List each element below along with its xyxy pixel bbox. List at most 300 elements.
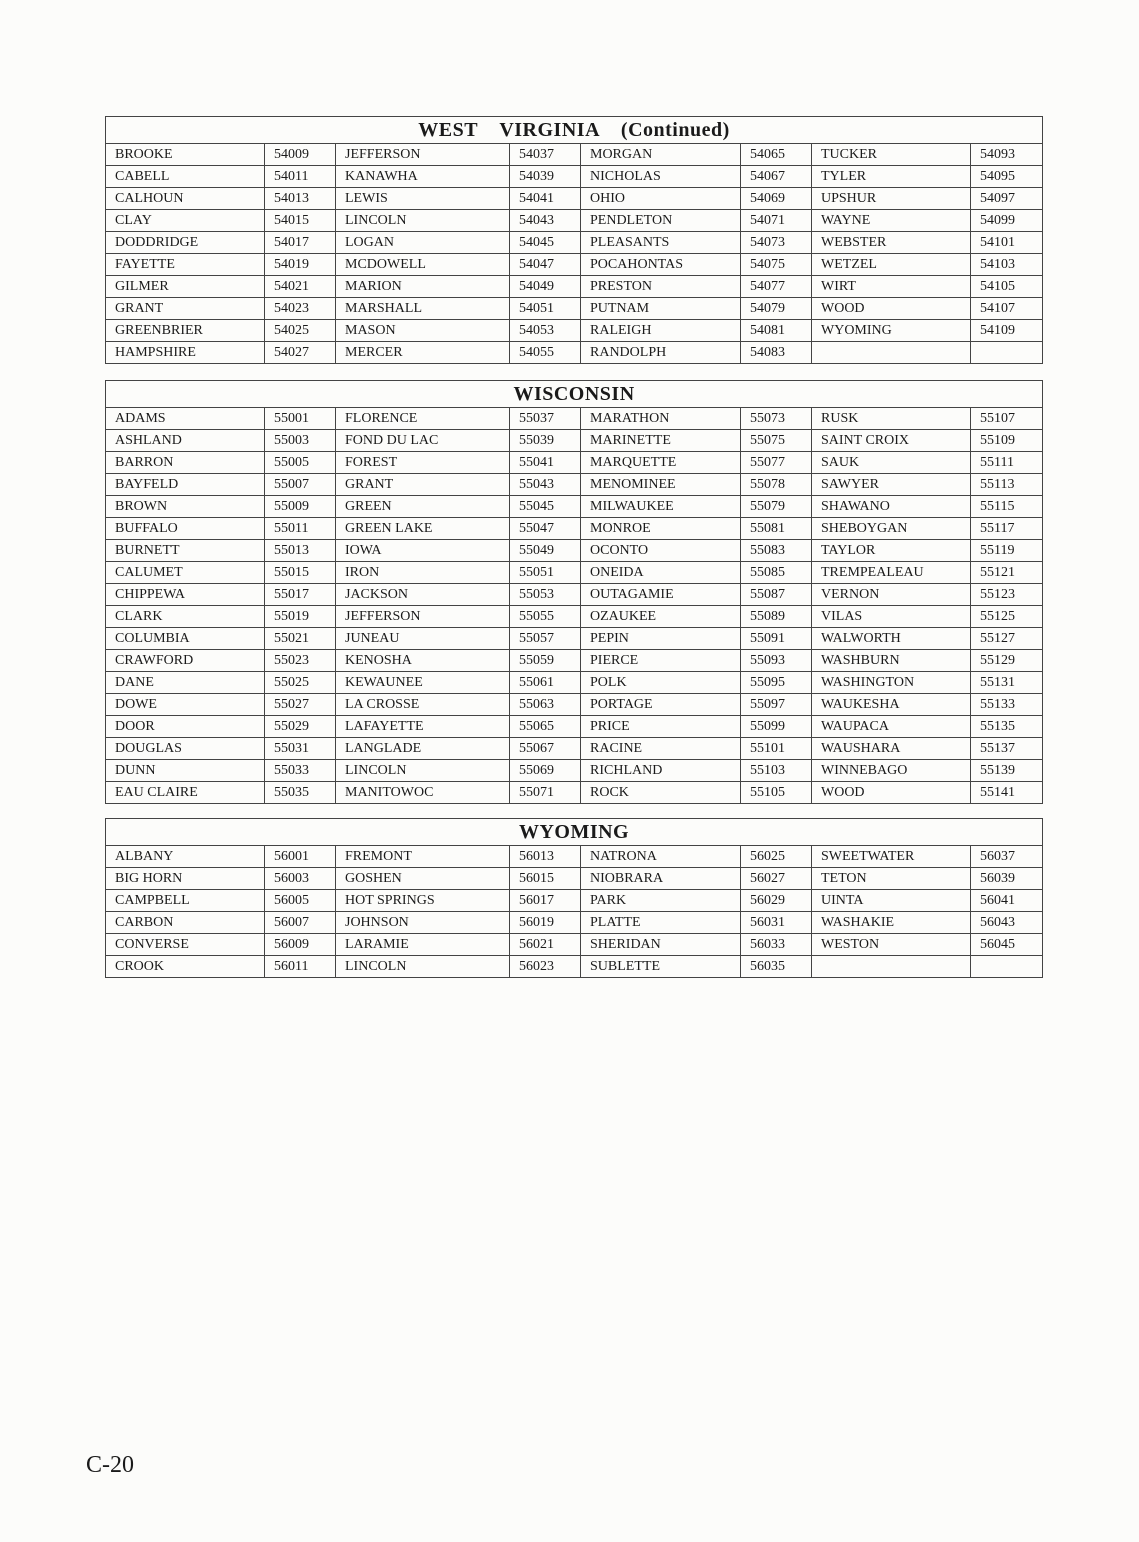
county-name-cell: WALWORTH — [812, 628, 971, 650]
county-name-cell: FREMONT — [336, 846, 510, 868]
fips-code-cell: 55073 — [741, 408, 812, 430]
fips-code-cell: 54093 — [971, 144, 1043, 166]
fips-code-cell: 55019 — [265, 606, 336, 628]
county-name-cell: CAMPBELL — [106, 890, 265, 912]
table-row — [106, 782, 1043, 804]
county-name-cell: MORGAN — [581, 144, 741, 166]
county-name-cell: WYOMING — [812, 320, 971, 342]
county-name-cell: JEFFERSON — [336, 606, 510, 628]
county-name-cell: WAUSHARA — [812, 738, 971, 760]
fips-code-cell: 55071 — [510, 782, 581, 804]
fips-code-cell: 54067 — [741, 166, 812, 188]
fips-code-cell: 55021 — [265, 628, 336, 650]
county-name-cell: UINTA — [812, 890, 971, 912]
fips-code-cell: 55047 — [510, 518, 581, 540]
fips-code-cell: 55105 — [741, 782, 812, 804]
county-name-cell: PENDLETON — [581, 210, 741, 232]
county-name-cell: MILWAUKEE — [581, 496, 741, 518]
table-row — [106, 518, 1043, 540]
county-name-cell: BARRON — [106, 452, 265, 474]
table-row — [106, 650, 1043, 672]
fips-code-cell: 56011 — [265, 956, 336, 978]
county-name-cell: GILMER — [106, 276, 265, 298]
fips-code-cell: 55099 — [741, 716, 812, 738]
county-name-cell: GOSHEN — [336, 868, 510, 890]
county-name-cell: WOOD — [812, 782, 971, 804]
county-name-cell: BAYFELD — [106, 474, 265, 496]
fips-code-cell: 54073 — [741, 232, 812, 254]
fips-code-cell: 54041 — [510, 188, 581, 210]
county-name-cell: LA CROSSE — [336, 694, 510, 716]
county-name-cell: WETZEL — [812, 254, 971, 276]
fips-code-cell: 56037 — [971, 846, 1043, 868]
county-name-cell: JUNEAU — [336, 628, 510, 650]
fips-code-cell: 56009 — [265, 934, 336, 956]
county-name-cell: WIRT — [812, 276, 971, 298]
county-name-cell: GRANT — [336, 474, 510, 496]
table-row — [106, 694, 1043, 716]
fips-code-cell: 56013 — [510, 846, 581, 868]
fips-code-cell: 54053 — [510, 320, 581, 342]
table-row — [106, 606, 1043, 628]
fips-code-cell: 54049 — [510, 276, 581, 298]
fips-code-cell: 54101 — [971, 232, 1043, 254]
county-name-cell: TAYLOR — [812, 540, 971, 562]
fips-code-cell: 55033 — [265, 760, 336, 782]
county-name-cell: WESTON — [812, 934, 971, 956]
county-name-cell: DOWE — [106, 694, 265, 716]
county-name-cell: PLATTE — [581, 912, 741, 934]
fips-code-cell: 55133 — [971, 694, 1043, 716]
county-name-cell: RACINE — [581, 738, 741, 760]
fips-code-cell: 55141 — [971, 782, 1043, 804]
fips-code-cell: 55065 — [510, 716, 581, 738]
fips-code-cell: 55041 — [510, 452, 581, 474]
fips-code-cell: 54109 — [971, 320, 1043, 342]
county-name-cell: KEWAUNEE — [336, 672, 510, 694]
county-name-cell: NICHOLAS — [581, 166, 741, 188]
fips-code-cell: 54105 — [971, 276, 1043, 298]
table-row — [106, 562, 1043, 584]
fips-code-cell: 55077 — [741, 452, 812, 474]
county-name-cell: SHEBOYGAN — [812, 518, 971, 540]
county-name-cell: TYLER — [812, 166, 971, 188]
fips-code-cell: 55115 — [971, 496, 1043, 518]
county-name-cell: CARBON — [106, 912, 265, 934]
county-name-cell: MASON — [336, 320, 510, 342]
county-name-cell: ADAMS — [106, 408, 265, 430]
county-name-cell: WAUPACA — [812, 716, 971, 738]
county-name-cell: FAYETTE — [106, 254, 265, 276]
table-title: WISCONSIN — [106, 381, 1043, 408]
fips-code-cell: 55093 — [741, 650, 812, 672]
county-name-cell: ROCK — [581, 782, 741, 804]
fips-code-cell: 55083 — [741, 540, 812, 562]
county-name-cell: SAINT CROIX — [812, 430, 971, 452]
table-row — [106, 254, 1043, 276]
county-name-cell: LINCOLN — [336, 210, 510, 232]
county-name-cell: OHIO — [581, 188, 741, 210]
fips-code-cell: 55007 — [265, 474, 336, 496]
table-row — [106, 452, 1043, 474]
county-name-cell: BUFFALO — [106, 518, 265, 540]
fips-code-cell: 55081 — [741, 518, 812, 540]
table-row — [106, 540, 1043, 562]
fips-code-cell: 54103 — [971, 254, 1043, 276]
fips-code-cell: 54043 — [510, 210, 581, 232]
county-name-cell: PLEASANTS — [581, 232, 741, 254]
fips-code-cell: 54099 — [971, 210, 1043, 232]
fips-code-cell: 54025 — [265, 320, 336, 342]
county-name-cell: EAU CLAIRE — [106, 782, 265, 804]
fips-code-cell: 54027 — [265, 342, 336, 364]
county-name-cell: KENOSHA — [336, 650, 510, 672]
county-name-cell: SHERIDAN — [581, 934, 741, 956]
table-row — [106, 188, 1043, 210]
fips-code-cell: 54083 — [741, 342, 812, 364]
fips-code-cell: 55087 — [741, 584, 812, 606]
county-name-cell: ONEIDA — [581, 562, 741, 584]
fips-code-cell: 55111 — [971, 452, 1043, 474]
fips-code-cell: 55001 — [265, 408, 336, 430]
county-name-cell: TETON — [812, 868, 971, 890]
county-name-cell: CALUMET — [106, 562, 265, 584]
fips-code-cell: 54079 — [741, 298, 812, 320]
fips-code-cell: 54013 — [265, 188, 336, 210]
county-name-cell: LARAMIE — [336, 934, 510, 956]
fips-code-cell: 54065 — [741, 144, 812, 166]
county-name-cell: HOT SPRINGS — [336, 890, 510, 912]
fips-code-cell: 55139 — [971, 760, 1043, 782]
table-row — [106, 320, 1043, 342]
table-title: WYOMING — [106, 819, 1043, 846]
county-name-cell: BROWN — [106, 496, 265, 518]
table-body — [106, 846, 1043, 978]
county-name-cell: WAYNE — [812, 210, 971, 232]
table-row — [106, 474, 1043, 496]
county-name-cell: PUTNAM — [581, 298, 741, 320]
county-name-cell: ALBANY — [106, 846, 265, 868]
table-row — [106, 276, 1043, 298]
fips-code-cell: 55031 — [265, 738, 336, 760]
fips-code-cell: 55053 — [510, 584, 581, 606]
fips-code-cell: 55061 — [510, 672, 581, 694]
table-row — [106, 298, 1043, 320]
county-name-cell: WEBSTER — [812, 232, 971, 254]
county-name-cell: GRANT — [106, 298, 265, 320]
county-name-cell: PARK — [581, 890, 741, 912]
county-name-cell: FOND DU LAC — [336, 430, 510, 452]
county-name-cell: SHAWANO — [812, 496, 971, 518]
fips-code-cell: 55039 — [510, 430, 581, 452]
county-name-cell: RANDOLPH — [581, 342, 741, 364]
fips-code-cell: 56041 — [971, 890, 1043, 912]
fips-code-cell: 54075 — [741, 254, 812, 276]
county-name-cell: IOWA — [336, 540, 510, 562]
county-name-cell: DANE — [106, 672, 265, 694]
fips-code-cell: 55129 — [971, 650, 1043, 672]
west-virginia-table — [105, 116, 1043, 364]
fips-code-cell: 54047 — [510, 254, 581, 276]
county-name-cell: FOREST — [336, 452, 510, 474]
fips-code-cell: 54039 — [510, 166, 581, 188]
county-name-cell: SAUK — [812, 452, 971, 474]
fips-code-cell: 55029 — [265, 716, 336, 738]
county-name-cell: VILAS — [812, 606, 971, 628]
county-name-cell: GREEN LAKE — [336, 518, 510, 540]
table-row — [106, 672, 1043, 694]
table-row — [106, 890, 1043, 912]
fips-code-cell: 54071 — [741, 210, 812, 232]
fips-code-cell: 56007 — [265, 912, 336, 934]
county-name-cell: CRAWFORD — [106, 650, 265, 672]
fips-code-cell: 55025 — [265, 672, 336, 694]
county-name-cell: WASHBURN — [812, 650, 971, 672]
fips-code-cell: 55131 — [971, 672, 1043, 694]
fips-code-cell: 55055 — [510, 606, 581, 628]
fips-code-cell: 56001 — [265, 846, 336, 868]
fips-code-cell: 54015 — [265, 210, 336, 232]
fips-code-cell: 54077 — [741, 276, 812, 298]
table-row — [106, 430, 1043, 452]
wisconsin-table — [105, 380, 1043, 804]
table-row — [106, 210, 1043, 232]
fips-code-cell — [971, 956, 1043, 978]
fips-code-cell: 55005 — [265, 452, 336, 474]
county-name-cell: NIOBRARA — [581, 868, 741, 890]
fips-code-cell: 54097 — [971, 188, 1043, 210]
county-name-cell: FLORENCE — [336, 408, 510, 430]
county-name-cell: OCONTO — [581, 540, 741, 562]
county-name-cell: HAMPSHIRE — [106, 342, 265, 364]
county-name-cell: PEPIN — [581, 628, 741, 650]
fips-code-cell: 54017 — [265, 232, 336, 254]
county-name-cell: KANAWHA — [336, 166, 510, 188]
fips-code-cell: 56015 — [510, 868, 581, 890]
fips-code-cell: 56005 — [265, 890, 336, 912]
fips-code-cell: 55049 — [510, 540, 581, 562]
county-name-cell: CLARK — [106, 606, 265, 628]
fips-code-cell: 55125 — [971, 606, 1043, 628]
county-name-cell: LINCOLN — [336, 956, 510, 978]
county-name-cell: WASHAKIE — [812, 912, 971, 934]
fips-code-cell: 55011 — [265, 518, 336, 540]
fips-code-cell: 55017 — [265, 584, 336, 606]
table-row — [106, 584, 1043, 606]
fips-code-cell: 56029 — [741, 890, 812, 912]
fips-code-cell: 54095 — [971, 166, 1043, 188]
fips-code-cell: 56003 — [265, 868, 336, 890]
county-name-cell: LAFAYETTE — [336, 716, 510, 738]
county-name-cell: ASHLAND — [106, 430, 265, 452]
fips-code-cell: 55075 — [741, 430, 812, 452]
county-name-cell: OUTAGAMIE — [581, 584, 741, 606]
fips-code-cell: 55119 — [971, 540, 1043, 562]
fips-code-cell: 56043 — [971, 912, 1043, 934]
county-name-cell: CHIPPEWA — [106, 584, 265, 606]
fips-code-cell: 55013 — [265, 540, 336, 562]
fips-code-cell: 54055 — [510, 342, 581, 364]
wyoming-table — [105, 818, 1043, 978]
fips-code-cell: 54019 — [265, 254, 336, 276]
table-row — [106, 408, 1043, 430]
fips-code-cell: 55059 — [510, 650, 581, 672]
fips-code-cell: 56027 — [741, 868, 812, 890]
county-name-cell: DODDRIDGE — [106, 232, 265, 254]
fips-code-cell: 55035 — [265, 782, 336, 804]
county-name-cell: COLUMBIA — [106, 628, 265, 650]
county-name-cell: TREMPEALEAU — [812, 562, 971, 584]
county-name-cell: WINNEBAGO — [812, 760, 971, 782]
county-name-cell: UPSHUR — [812, 188, 971, 210]
county-name-cell: OZAUKEE — [581, 606, 741, 628]
county-name-cell: LANGLADE — [336, 738, 510, 760]
county-name-cell: PRICE — [581, 716, 741, 738]
fips-code-cell: 55067 — [510, 738, 581, 760]
fips-code-cell: 55051 — [510, 562, 581, 584]
county-name-cell: GREENBRIER — [106, 320, 265, 342]
fips-code-cell: 55079 — [741, 496, 812, 518]
fips-code-cell: 56017 — [510, 890, 581, 912]
fips-code-cell: 55003 — [265, 430, 336, 452]
county-name-cell: GREEN — [336, 496, 510, 518]
table-row — [106, 628, 1043, 650]
county-name-cell: MARSHALL — [336, 298, 510, 320]
table-title: WEST VIRGINIA (Continued) — [106, 117, 1043, 144]
county-name-cell: MCDOWELL — [336, 254, 510, 276]
fips-code-cell: 55097 — [741, 694, 812, 716]
page-number: C-20 — [86, 1452, 134, 1478]
fips-code-cell: 56033 — [741, 934, 812, 956]
fips-code-cell: 55089 — [741, 606, 812, 628]
fips-code-cell: 55043 — [510, 474, 581, 496]
county-name-cell: PRESTON — [581, 276, 741, 298]
county-name-cell: BURNETT — [106, 540, 265, 562]
fips-code-cell: 54011 — [265, 166, 336, 188]
fips-code-cell: 55135 — [971, 716, 1043, 738]
fips-code-cell: 55101 — [741, 738, 812, 760]
county-name-cell: VERNON — [812, 584, 971, 606]
fips-code-cell: 56021 — [510, 934, 581, 956]
county-name-cell: DOOR — [106, 716, 265, 738]
table-row — [106, 738, 1043, 760]
fips-code-cell: 54107 — [971, 298, 1043, 320]
fips-code-cell: 55095 — [741, 672, 812, 694]
fips-code-cell: 55123 — [971, 584, 1043, 606]
fips-code-cell: 56045 — [971, 934, 1043, 956]
county-name-cell: DUNN — [106, 760, 265, 782]
county-name-cell — [812, 956, 971, 978]
fips-code-cell: 55023 — [265, 650, 336, 672]
table-body — [106, 408, 1043, 804]
county-name-cell: POLK — [581, 672, 741, 694]
table-row — [106, 760, 1043, 782]
fips-code-cell: 56035 — [741, 956, 812, 978]
fips-code-cell: 55107 — [971, 408, 1043, 430]
fips-code-cell: 54045 — [510, 232, 581, 254]
fips-code-cell: 55127 — [971, 628, 1043, 650]
fips-code-cell: 54021 — [265, 276, 336, 298]
county-name-cell: NATRONA — [581, 846, 741, 868]
table-row — [106, 166, 1043, 188]
county-name-cell: LEWIS — [336, 188, 510, 210]
county-name-cell: TUCKER — [812, 144, 971, 166]
fips-code-cell: 55117 — [971, 518, 1043, 540]
fips-code-cell: 54069 — [741, 188, 812, 210]
county-name-cell: CABELL — [106, 166, 265, 188]
county-name-cell: MENOMINEE — [581, 474, 741, 496]
fips-code-cell: 55085 — [741, 562, 812, 584]
fips-code-cell: 55137 — [971, 738, 1043, 760]
fips-code-cell: 55063 — [510, 694, 581, 716]
table-body — [106, 144, 1043, 364]
fips-code-cell — [971, 342, 1043, 364]
table-row — [106, 144, 1043, 166]
county-name-cell: DOUGLAS — [106, 738, 265, 760]
county-name-cell: MARATHON — [581, 408, 741, 430]
county-name-cell: CROOK — [106, 956, 265, 978]
fips-code-cell: 55009 — [265, 496, 336, 518]
fips-code-cell: 55069 — [510, 760, 581, 782]
fips-code-cell: 56019 — [510, 912, 581, 934]
fips-code-cell: 56023 — [510, 956, 581, 978]
county-name-cell: PORTAGE — [581, 694, 741, 716]
fips-code-cell: 54009 — [265, 144, 336, 166]
county-name-cell: MANITOWOC — [336, 782, 510, 804]
county-name-cell: WOOD — [812, 298, 971, 320]
county-name-cell: LINCOLN — [336, 760, 510, 782]
county-name-cell: MARION — [336, 276, 510, 298]
county-name-cell: MONROE — [581, 518, 741, 540]
county-name-cell: BROOKE — [106, 144, 265, 166]
county-name-cell: PIERCE — [581, 650, 741, 672]
fips-code-cell: 56039 — [971, 868, 1043, 890]
fips-code-cell: 55027 — [265, 694, 336, 716]
fips-code-cell: 55078 — [741, 474, 812, 496]
fips-code-cell: 55121 — [971, 562, 1043, 584]
county-name-cell: JEFFERSON — [336, 144, 510, 166]
fips-code-cell: 55037 — [510, 408, 581, 430]
fips-code-cell: 55091 — [741, 628, 812, 650]
county-name-cell: SUBLETTE — [581, 956, 741, 978]
county-name-cell: CALHOUN — [106, 188, 265, 210]
county-name-cell: RUSK — [812, 408, 971, 430]
fips-code-cell: 54051 — [510, 298, 581, 320]
fips-code-cell: 54023 — [265, 298, 336, 320]
fips-code-cell: 55015 — [265, 562, 336, 584]
table-row — [106, 716, 1043, 738]
fips-code-cell: 55103 — [741, 760, 812, 782]
fips-code-cell: 55109 — [971, 430, 1043, 452]
fips-code-cell: 56025 — [741, 846, 812, 868]
table-row — [106, 956, 1043, 978]
county-name-cell: JOHNSON — [336, 912, 510, 934]
county-name-cell: SAWYER — [812, 474, 971, 496]
county-name-cell: MARINETTE — [581, 430, 741, 452]
county-name-cell: LOGAN — [336, 232, 510, 254]
table-row — [106, 342, 1043, 364]
county-name-cell: IRON — [336, 562, 510, 584]
county-name-cell: WASHINGTON — [812, 672, 971, 694]
county-name-cell: CONVERSE — [106, 934, 265, 956]
county-name-cell: JACKSON — [336, 584, 510, 606]
county-name-cell: MARQUETTE — [581, 452, 741, 474]
county-name-cell: POCAHONTAS — [581, 254, 741, 276]
county-name-cell: BIG HORN — [106, 868, 265, 890]
table-row — [106, 496, 1043, 518]
county-name-cell: RICHLAND — [581, 760, 741, 782]
county-name-cell: MERCER — [336, 342, 510, 364]
